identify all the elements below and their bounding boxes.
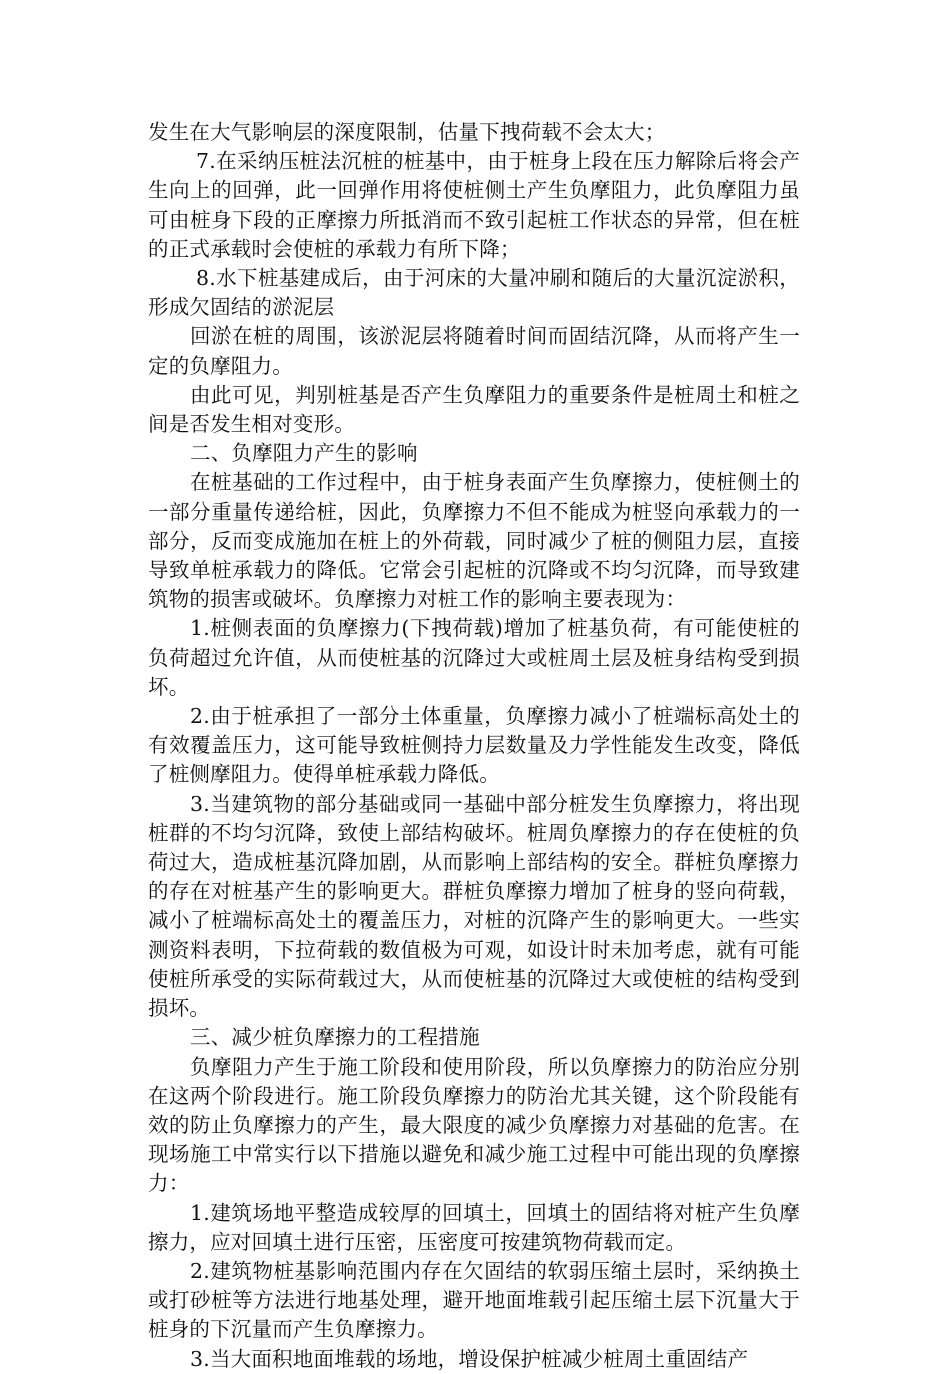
paragraph: 由此可见，判别桩基是否产生负摩阻力的重要条件是桩周土和桩之间是否发生相对变形。 bbox=[148, 382, 800, 437]
paragraph-continuation: 发生在大气影响层的深度限制，估量下拽荷载不会太大； bbox=[148, 120, 666, 144]
paragraph: 在桩基础的工作过程中，由于桩身表面产生负摩擦力，使桩侧土的一部分重量传递给桩，因此，负摩擦力不但不能成为桩竖向承载力的一部分，反而变成施加在桩上的外荷载，同时减少了桩的侧阻力层，直接导致单桩承载力的降低。它常会引起桩的沉降或不均匀沉降，而导致建筑物的损害或破坏。负摩擦力对桩工作的影响主要表现为： bbox=[148, 470, 800, 612]
list-item-1: 1.桩侧表面的负摩擦力(下拽荷载)增加了桩基负荷，有可能使桩的负荷超过允许值，从而使桩基的沉降过大或桩周土层及桩身结构受到损坏。 bbox=[148, 616, 800, 699]
list-item-1: 1.建筑场地平整造成较厚的回填土，回填土的固结将对桩产生负摩擦力，应对回填土进行压密，压密度可按建筑物荷载而定。 bbox=[148, 1200, 800, 1254]
list-item-2: 2.建筑物桩基影响范围内存在欠固结的软弱压缩土层时，采纳换土或打砂桩等方法进行地基处理，避开地面堆载引起压缩土层下沉量大于桩身的下沉量而产生负摩擦力。 bbox=[148, 1258, 800, 1342]
paragraph: 回淤在桩的周围，该淤泥层将随着时间而固结沉降，从而将产生一定的负摩阻力。 bbox=[148, 324, 800, 378]
document-body bbox=[148, 118, 800, 1374]
list-item-7: 7.在采纳压桩法沉桩的桩基中，由于桩身上段在压力解除后将会产生向上的回弹，此一回弹作用将使桩侧土产生负摩阻力，此负摩阻力虽可由桩身下段的正摩擦力所抵消而不致引起桩工作状态的异常，但在桩的正式承载时会使桩的承载力有所下降； bbox=[148, 149, 800, 261]
list-item-8: 8.水下桩基建成后，由于河床的大量冲刷和随后的大量沉淀淤积，形成欠固结的淤泥层 bbox=[148, 266, 800, 320]
list-item-3: 3.当建筑物的部分基础或同一基础中部分桩发生负摩擦力，将出现桩群的不均匀沉降，致使上部结构破坏。桩周负摩擦力的存在使桩的负荷过大，造成桩基沉降加剧，从而影响上部结构的安全。群桩负摩擦力的存在对桩基产生的影响更大。群桩负摩擦力增加了桩身的竖向荷载，减小了桩端标高处土的覆盖压力，对桩的沉降产生的影响更大。一些实测资料表明，下拉荷载的数值极为可观，如设计时未加考虑，就有可能使桩所承受的实际荷载过大，从而使桩基的沉降过大或使桩的结构受到损坏。 bbox=[148, 791, 800, 1021]
paragraph: 负摩阻力产生于施工阶段和使用阶段，所以负摩擦力的防治应分别在这两个阶段进行。施工阶段负摩擦力的防治尤其关键，这个阶段能有效的防止负摩擦力的产生，最大限度的减少负摩擦力对基础的危害。在现场施工中常实行以下措施以避免和减少施工过程中可能出现的负摩擦力： bbox=[148, 1054, 800, 1196]
section-heading-3: 三、减少桩负摩擦力的工程措施 bbox=[190, 1025, 480, 1050]
list-item-2: 2.由于桩承担了一部分土体重量，负摩擦力减小了桩端标高处土的有效覆盖压力，这可能导致桩侧持力层数量及力学性能发生改变，降低了桩侧摩阻力。使得单桩承载力降低。 bbox=[148, 704, 800, 787]
list-item-3: 3.当大面积地面堆载的场地，增设保护桩减少桩周土重固结产 bbox=[190, 1346, 749, 1371]
section-heading-2: 二、负摩阻力产生的影响 bbox=[190, 441, 418, 466]
